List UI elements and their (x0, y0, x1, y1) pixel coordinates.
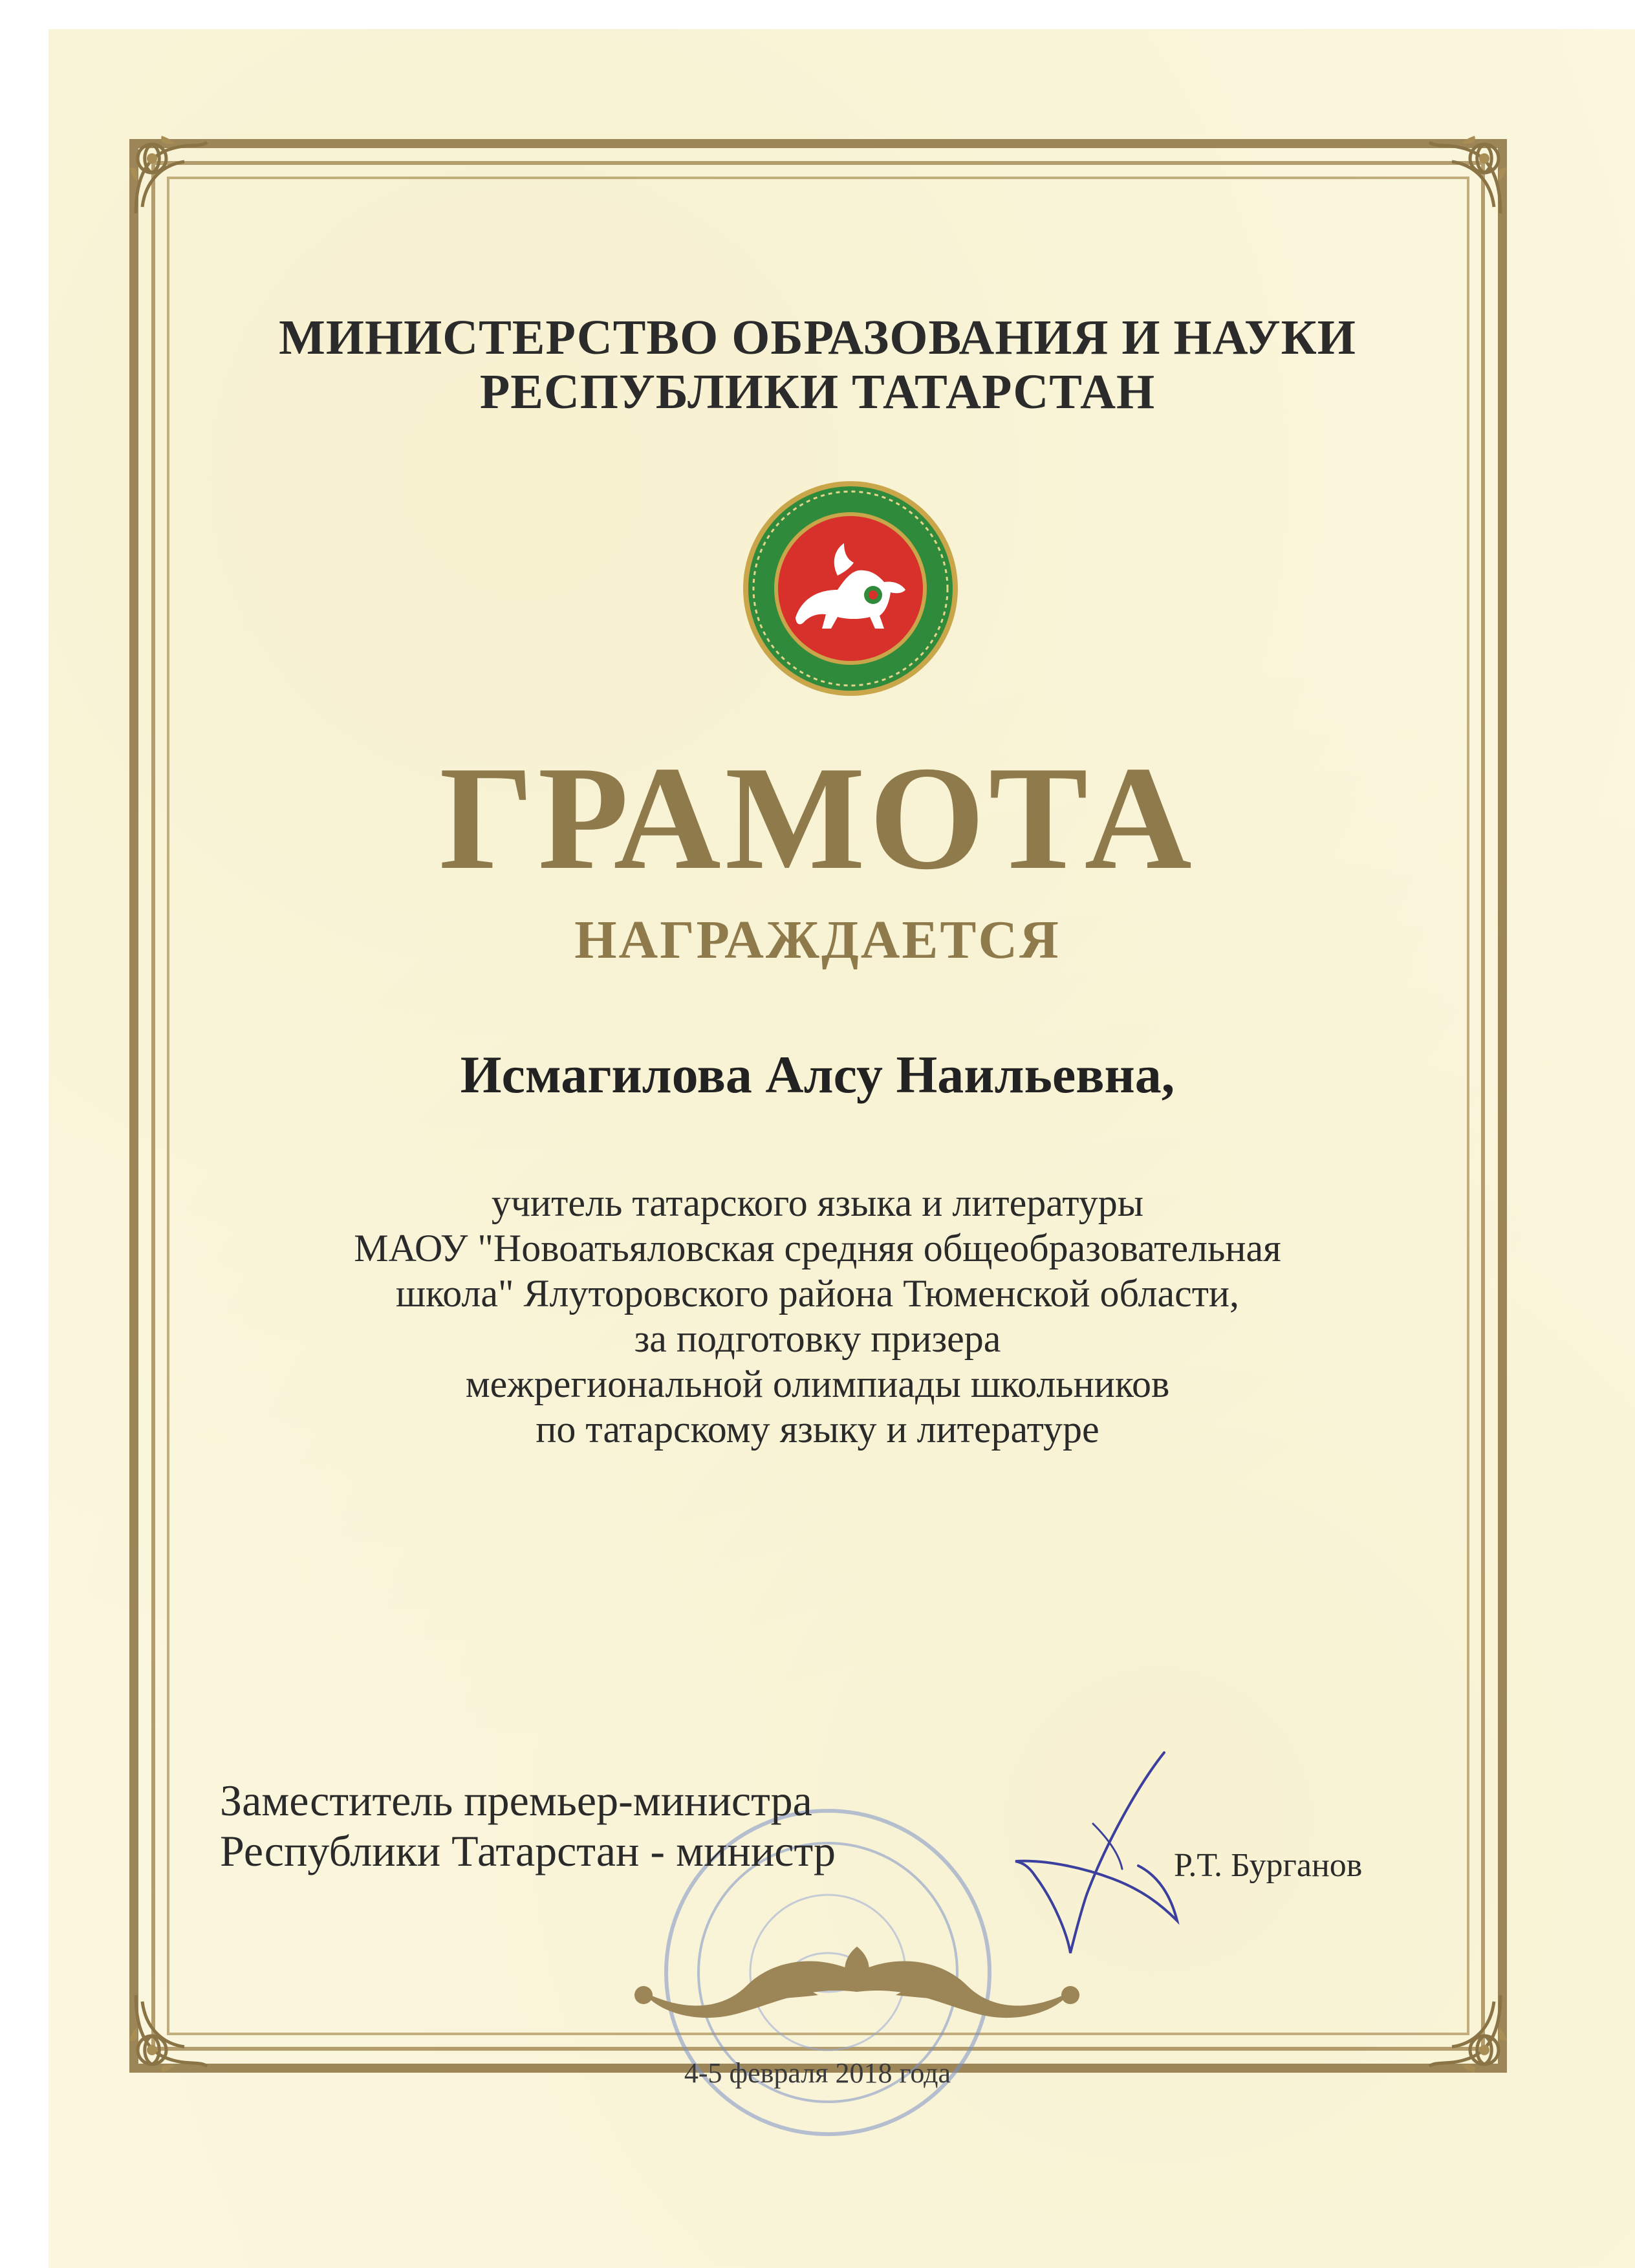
ministry-heading-line1: МИНИСТЕРСТВО ОБРАЗОВАНИЯ И НАУКИ (279, 310, 1356, 365)
tatarstan-coat-of-arms-icon (741, 479, 960, 698)
citation-line: по татарскому языку и литературе (536, 1408, 1099, 1451)
citation-text (0, 1180, 1635, 1452)
issue-date: 4-5 февраля 2018 года (684, 2057, 951, 2089)
awarded-label: НАГРАЖДАЕТСЯ (574, 910, 1061, 970)
ministry-heading-line2: РЕСПУБЛИКИ ТАТАРСТАН (479, 365, 1156, 419)
citation-line: за подготовку призера (634, 1317, 1001, 1360)
bottom-ornament-icon (618, 1934, 1096, 2031)
document-title: ГРАМОТА (439, 735, 1196, 900)
signatory-name: Р.Т. Бурганов (1174, 1847, 1363, 1884)
corner-ornament-icon (123, 129, 220, 226)
recipient-name: Исмагилова Алсу Наильевна, (460, 1045, 1175, 1104)
citation-line: учитель татарского языка и литературы (491, 1182, 1144, 1224)
citation-line: школа" Ялуторовского района Тюменской области, (395, 1272, 1240, 1315)
ministry-heading (0, 310, 1635, 419)
citation-line: МАОУ "Новоатьяловская средняя общеобразовательная (354, 1227, 1281, 1269)
signatory-position-line1: Заместитель премьер-министра (220, 1776, 812, 1825)
citation-line: межрегиональной олимпиады школьников (465, 1363, 1170, 1405)
signatory-position (220, 1775, 836, 1876)
corner-ornament-icon (1416, 129, 1513, 226)
signatory-position-line2: Республики Татарстан - министр (220, 1826, 836, 1875)
decorative-frame-inner (167, 177, 1469, 2035)
